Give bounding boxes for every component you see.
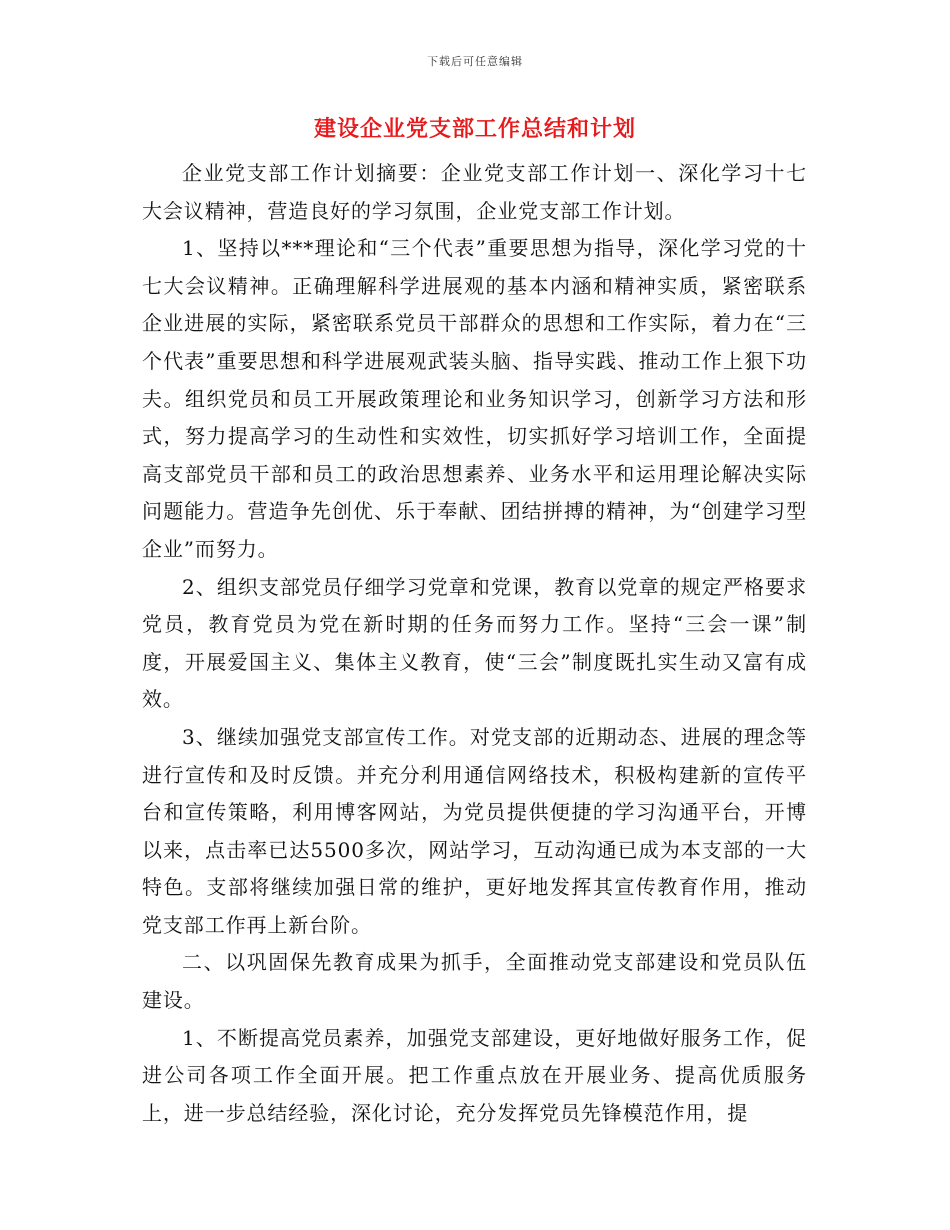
- paragraph-section-2-item-1: 1、不断提高党员素养，加强党支部建设，更好地做好服务工作，促进公司各项工作全面开展。把工作重点放在开展业务、提高优质服务上，进一步总结经验，深化讨论，充分发挥党员先锋模范作用，提: [142, 1025, 807, 1125]
- paragraph-section-2: 二、以巩固保先教育成果为抓手，全面推动党支部建设和党员队伍建设。: [142, 950, 807, 1013]
- paragraph-item-1: 1、坚持以***理论和“三个代表”重要思想为指导，深化学习党的十七大会议精神。正确理解科学进展观的基本内涵和精神实质，紧密联系企业进展的实际，紧密联系党员干部群众的思想和工作实际，着力在“三个代表”重要思想和科学进展观武装头脑、指导实践、推动工作上狠下功夫。组织党员和员工开展政策理论和业务知识学习，创新学习方法和形式，努力提高学习的生动性和实效性，切实抓好学习培训工作，全面提高支部党员干部和员工的政治思想素养、业务水平和运用理论解决实际问题能力。营造争先创优、乐于奉献、团结拼搏的精神，为“创建学习型企业”而努力。: [142, 236, 807, 561]
- document-body: [142, 155, 807, 1132]
- document-title: 建设企业党支部工作总结和计划: [313, 117, 636, 142]
- paragraph-item-3: 3、继续加强党支部宣传工作。对党支部的近期动态、进展的理念等进行宣传和及时反馈。并充分利用通信网络技术，积极构建新的宣传平台和宣传策略，利用博客网站，为党员提供便捷的学习沟通平台，开博以来，点击率已达5500多次，网站学习，互动沟通已成为本支部的一大特色。支部将继续加强日常的维护，更好地发挥其宣传教育作用，推动党支部工作再上新台阶。: [142, 724, 807, 937]
- page-header: 下载后可任意编辑: [427, 55, 523, 68]
- paragraph-summary: 企业党支部工作计划摘要：企业党支部工作计划一、深化学习十七大会议精神，营造良好的学习氛围，企业党支部工作计划。: [142, 161, 807, 223]
- paragraph-item-2: 2、组织支部党员仔细学习党章和党课，教育以党章的规定严格要求党员，教育党员为党在新时期的任务而努力工作。坚持“三会一课”制度，开展爱国主义、集体主义教育，使“三会”制度既扎实生动又富有成效。: [142, 574, 807, 712]
